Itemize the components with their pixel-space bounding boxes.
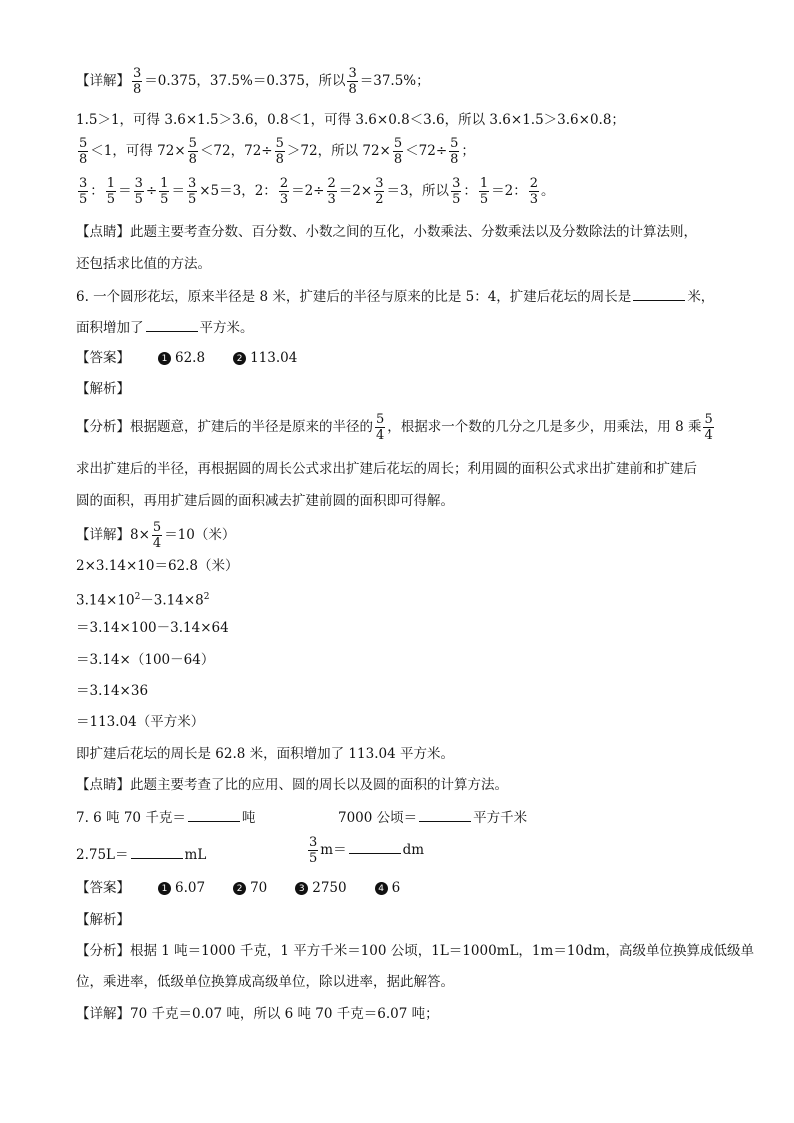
fraction: $\frac{5}{8}$ <box>188 136 197 167</box>
detail-6-line-2: 2×3.14×10＝62.8（米） <box>76 558 239 574</box>
question-6-line-1: 6. 一个圆形花坛，原来半径是 8 米，扩建后的半径与原来的比是 5：4，扩建后花坛的周长是 米， <box>76 286 714 306</box>
question-7-line-2: 2.75L＝ mL <box>76 844 206 864</box>
answer-7: 【答案】 1 6.07 2 70 3 2750 4 6 <box>76 880 401 896</box>
detail-tag: 【详解】 <box>76 1006 130 1022</box>
comment-line-1: 【点睛】此题主要考查分数、百分数、小数之间的互化，小数乘法、分数乘法以及分数除法的计算法则， <box>76 224 697 240</box>
analysis-7-line-1: 【分析】根据 1 吨＝1000 千克，1 平方千米＝100 公顷，1L＝1000mL，1m＝10dm，高级单位换算成低级单 <box>76 943 754 959</box>
detail-6-line-7: ＝113.04（平方米） <box>76 714 205 730</box>
answer-blank[interactable] <box>146 317 198 332</box>
analysis-head-7: 【解析】 <box>76 912 130 928</box>
detail-6-line-4: ＝3.14×100－3.14×64 <box>76 620 229 636</box>
question-7-line-2b: $\frac{3}{5}$ m＝ dm <box>309 835 425 866</box>
circled-number: 2 <box>233 882 246 895</box>
detail-tag: 【详解】 <box>76 527 130 543</box>
fraction: $\frac{3}{5}$ <box>134 176 143 207</box>
detail-line-2: 1.5＞1，可得 3.6×1.5＞3.6，0.8＜1，可得 3.6×0.8＜3.6，所以 3.6×1.5＞3.6×0.8； <box>76 112 625 128</box>
answer-blank[interactable] <box>419 807 471 822</box>
detail-6-line-5: ＝3.14×（100－64） <box>76 652 215 668</box>
analysis-7-line-2: 位，乘进率，低级单位换算成高级单位，除以进率，据此解答。 <box>76 974 454 990</box>
fraction: $\frac{5}{4}$ <box>152 520 162 551</box>
circled-number: 1 <box>158 352 171 365</box>
analysis-tag: 【分析】 <box>76 419 130 435</box>
detail-7-line-1: 【详解】70 千克＝0.07 吨，所以 6 吨 70 千克＝6.07 吨； <box>76 1006 439 1022</box>
answer-blank[interactable] <box>188 807 240 822</box>
fraction: $\frac{5}{8}$ <box>79 136 88 167</box>
fraction: $\frac{2}{3}$ <box>279 176 289 207</box>
comment-line-2: 还包括求比值的方法。 <box>76 256 211 272</box>
circled-number: 2 <box>233 352 246 365</box>
analysis-6-line-3: 圆的面积，再用扩建后圆的面积减去扩建前圆的面积即可得解。 <box>76 493 454 509</box>
question-6-line-2: 面积增加了 平方米。 <box>76 317 254 337</box>
fraction: $\frac{3}{5}$ <box>79 176 88 207</box>
answer-tag: 【答案】 <box>76 350 130 366</box>
fraction: $\frac{5}{8}$ <box>393 136 403 167</box>
answer-blank[interactable] <box>633 286 685 301</box>
detail-line-1: 【详解】 $\frac{3}{8}$ ＝0.375，37.5%＝0.375，所以 $\frac{3}{8}$ ＝37.5%； <box>76 66 430 97</box>
analysis-6-line-2: 求出扩建后的半径，再根据圆的周长公式求出扩建后花坛的周长；利用圆的面积公式求出扩建前和扩建后 <box>76 461 697 477</box>
fraction: $\frac{3}{5}$ <box>452 176 461 207</box>
comment-tag: 【点睛】 <box>76 777 130 793</box>
analysis-6-line-1: 【分析】根据题意，扩建后的半径是原来的半径的 $\frac{5}{4}$ ，根据求一个数的几分之几是多少，用乘法，用 8 乘 $\frac{5}{4}$ <box>76 412 713 443</box>
comment-6: 【点睛】此题主要考查了比的应用、圆的周长以及圆的面积的计算方法。 <box>76 777 508 793</box>
detail-line-4: $\frac{3}{5}$ ： $\frac{1}{5}$ ＝ $\frac{3}{5}$ ÷ $\frac{1}{5}$ ＝ $\frac{3}{5}$ ×5＝3，2： $\frac{2}{3}$ ＝2÷ $\frac{2}{3}$ ＝2× $\frac{3}{2}$ ＝3，所以 $\frac{3}{5}$ ： $\frac{1}{5}$ ＝2： $\frac{2}{3}$ 。 <box>79 176 555 207</box>
question-7-line-1b: 7000 公顷＝ 平方千米 <box>338 807 527 827</box>
answer-6: 【答案】 1 62.8 2 113.04 <box>76 350 298 366</box>
fraction: $\frac{5}{4}$ <box>376 412 385 443</box>
comment-tag: 【点睛】 <box>76 224 130 240</box>
detail-6-line-6: ＝3.14×36 <box>76 683 149 699</box>
fraction: $\frac{1}{5}$ <box>106 176 116 207</box>
circled-number: 3 <box>295 882 308 895</box>
detail-6-line-3: $3.14\times 10^2-3.14\times 8^2$ <box>76 592 210 609</box>
fraction: $\frac{3}{8}$ <box>133 66 142 97</box>
fraction: $\frac{2}{3}$ <box>327 176 336 207</box>
fraction: $\frac{1}{5}$ <box>160 176 169 207</box>
fraction: $\frac{3}{5}$ <box>309 835 318 866</box>
analysis-head-6: 【解析】 <box>76 381 130 397</box>
fraction: $\frac{5}{8}$ <box>450 136 459 167</box>
fraction: $\frac{2}{3}$ <box>529 176 538 207</box>
detail-6-line-1: 【详解】8× $\frac{5}{4}$ ＝10（米） <box>76 520 236 551</box>
analysis-tag: 【分析】 <box>76 943 130 959</box>
answer-blank[interactable] <box>131 844 183 859</box>
fraction: $\frac{3}{8}$ <box>348 66 357 97</box>
fraction: $\frac{5}{4}$ <box>704 412 713 443</box>
fraction: $\frac{1}{5}$ <box>479 176 489 207</box>
detail-tag: 【详解】 <box>76 73 130 89</box>
fraction: $\frac{3}{5}$ <box>187 176 197 207</box>
question-7-line-1: 7. 6 吨 70 千克＝ 吨 <box>76 807 255 827</box>
circled-number: 1 <box>158 882 171 895</box>
circled-number: 4 <box>375 882 388 895</box>
answer-tag: 【答案】 <box>76 880 130 896</box>
answer-blank[interactable] <box>349 839 401 854</box>
fraction: $\frac{3}{2}$ <box>375 176 384 207</box>
fraction: $\frac{5}{8}$ <box>275 136 284 167</box>
detail-6-line-8: 即扩建后花坛的周长是 62.8 米，面积增加了 113.04 平方米。 <box>76 746 454 762</box>
detail-line-3: $\frac{5}{8}$ ＜1，可得 72× $\frac{5}{8}$ ＜72，72÷ $\frac{5}{8}$ ＞72，所以 72× $\frac{5}{8}$ ＜72÷ $\frac{5}{8}$ ； <box>79 136 475 167</box>
